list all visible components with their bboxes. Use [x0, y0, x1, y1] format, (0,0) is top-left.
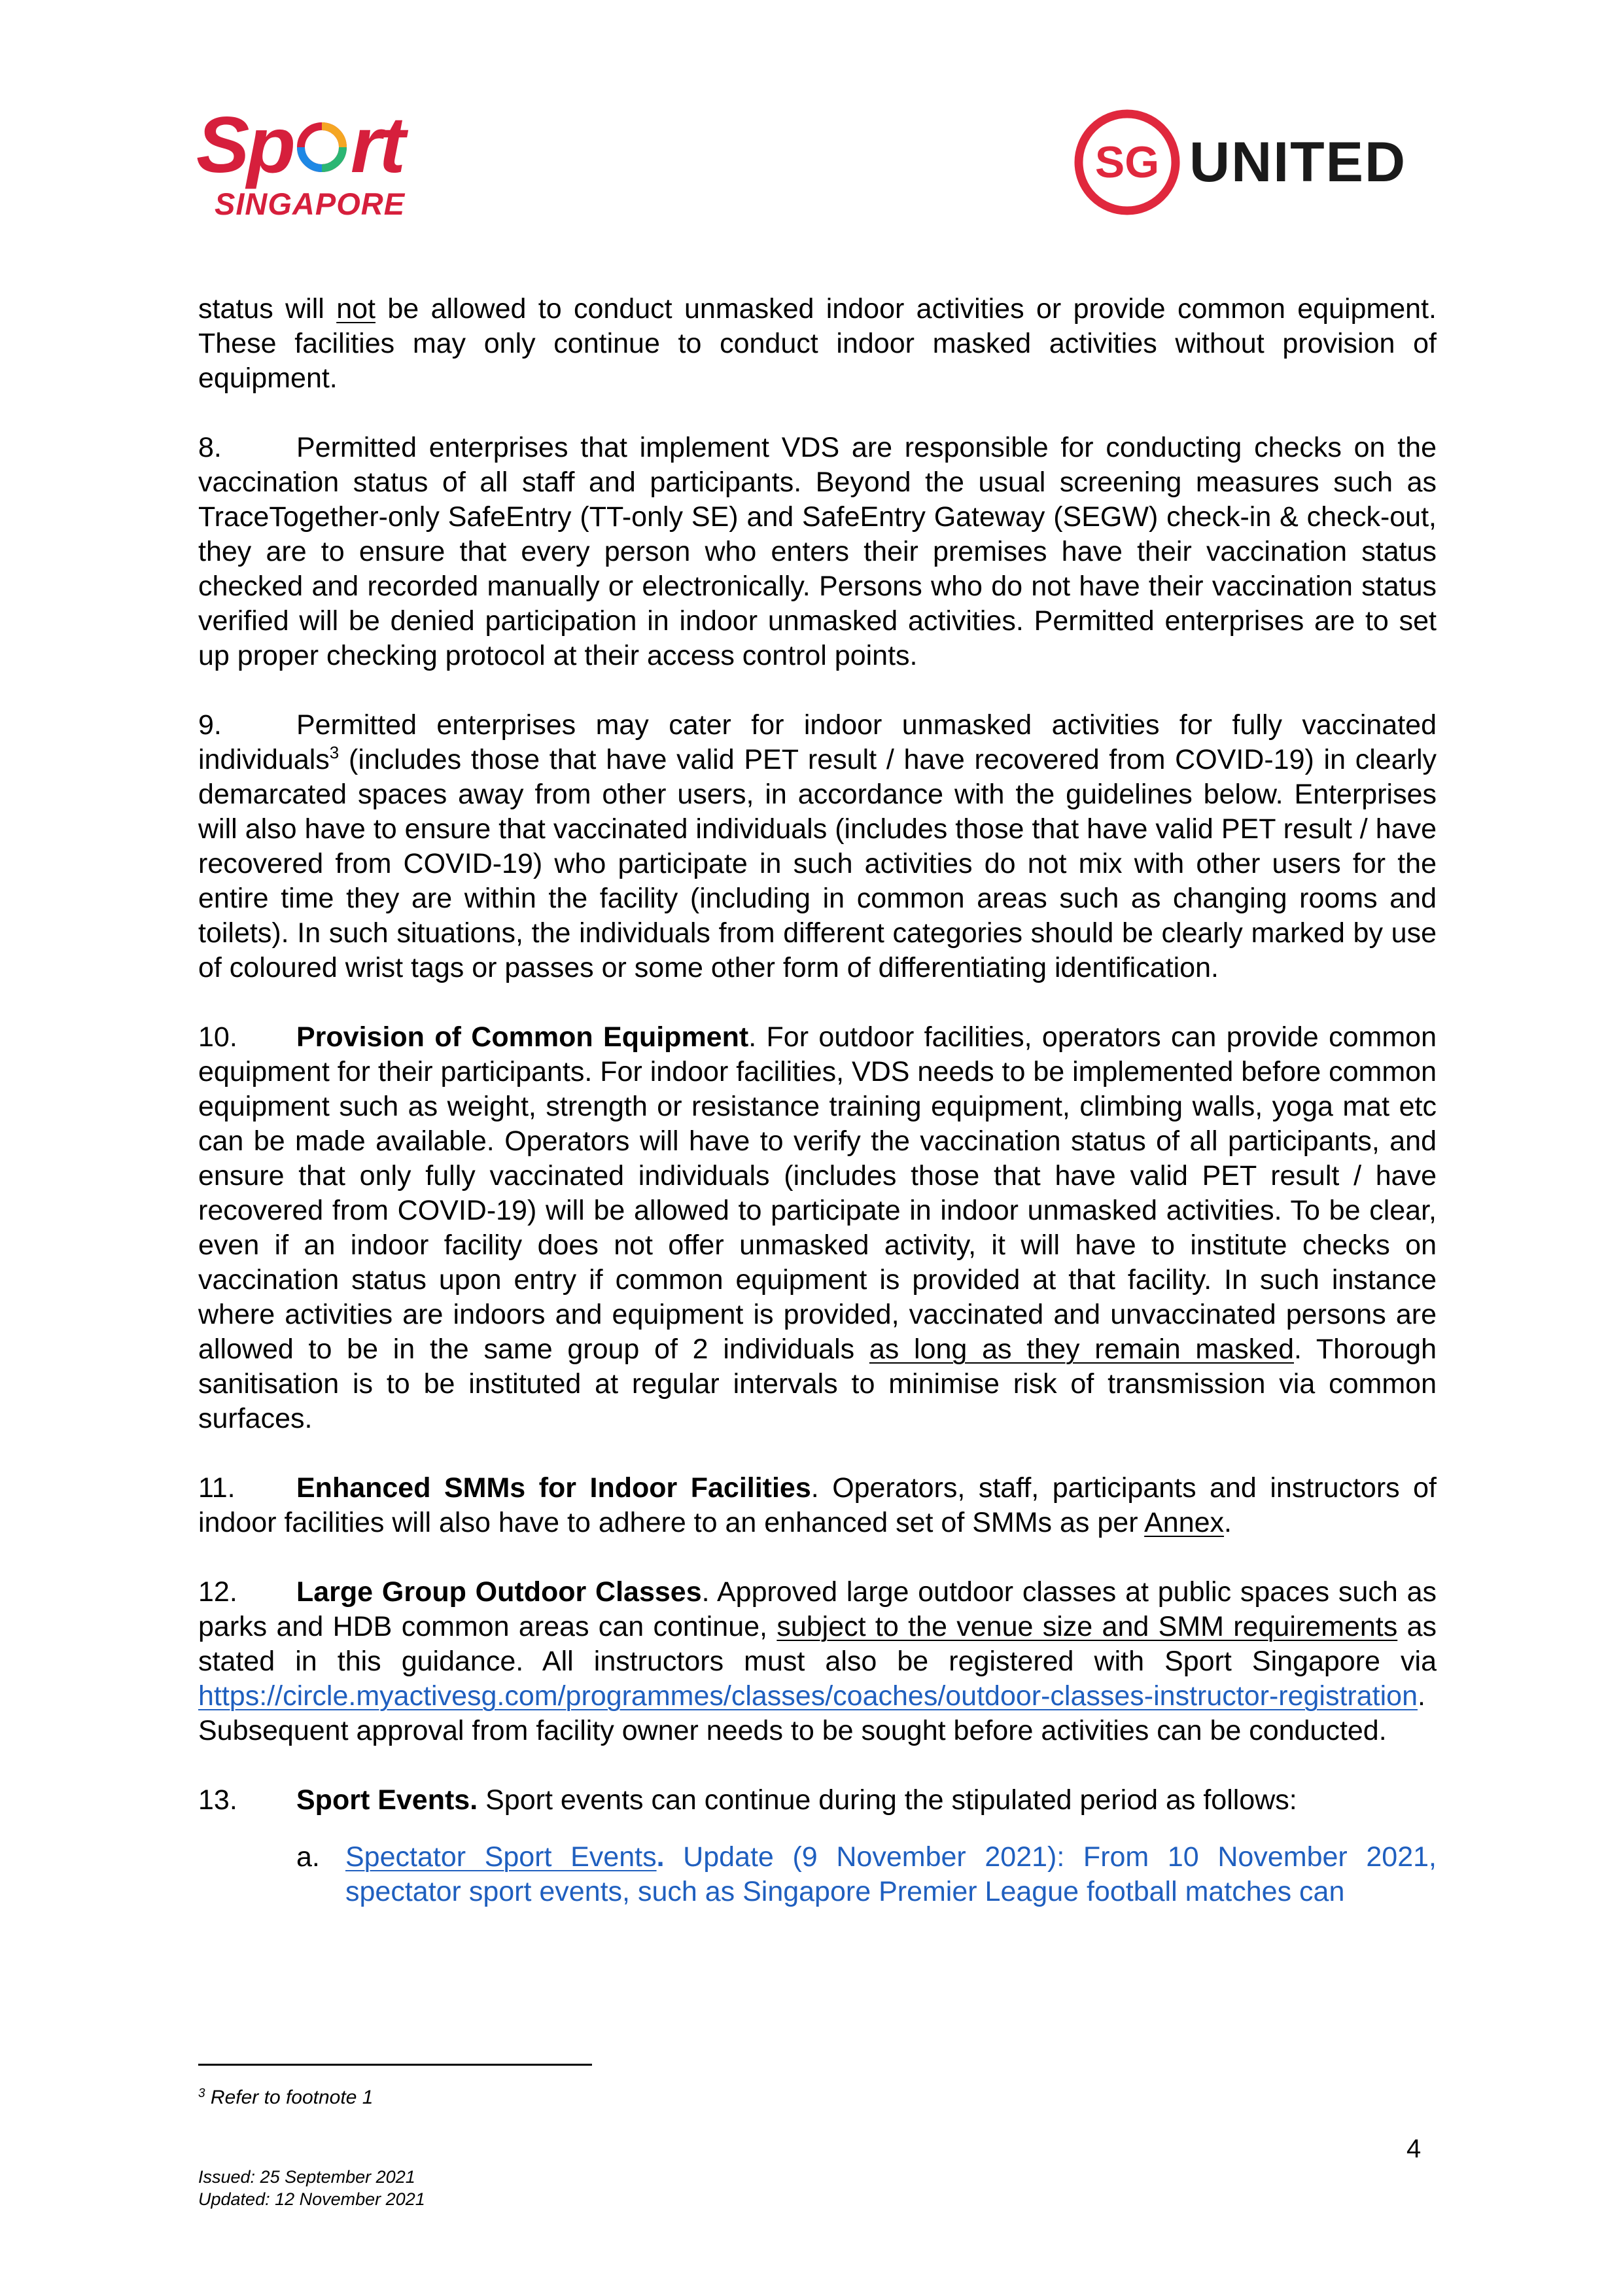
- paragraph-13a: a. Spectator Sport Events. Update (9 November 2021): From 10 November 2021, spectator sport events, such as Singapore Premier League football matches can: [296, 1841, 1437, 1907]
- paragraph-9: 9. Permitted enterprises may cater for indoor unmasked activities for fully vaccinated individuals$^3$ (includes those that have valid PET result / have recovered from COVID-19) in clearly demarcated spaces away from other users, in accordance with the guidelines below. Enterprises will also have to ensure that vaccinated individuals (includes those that have valid PET result / have recovered from COVID-19) who participate in such activities do not mix with other users for the entire time they are within the facility (including in common areas such as changing rooms and toilets). In such situations, the individuals from different categories should be clearly marked by use of coloured wrist tags or passes or some other form of differentiating identification.: [198, 709, 1437, 983]
- svg-text:SG: SG: [1094, 137, 1160, 187]
- paragraph-heading: Enhanced SMMs for Indoor Facilities: [296, 1472, 811, 1504]
- sg-circle-icon: [1073, 108, 1181, 217]
- paragraph-number: 12.: [198, 1576, 237, 1608]
- sport-logo-ring-icon: [294, 120, 349, 175]
- paragraph-heading: Provision of Common Equipment: [296, 1021, 749, 1053]
- sport-singapore-logo: Sp rt SINGAPORE: [196, 100, 406, 221]
- paragraph-heading: Large Group Outdoor Classes: [296, 1576, 702, 1608]
- paragraph-7-continued: status will not be allowed to conduct unmasked indoor activities or provide common equipment. These facilities may only continue to conduct indoor masked activities without provision of equipment.: [198, 293, 1437, 394]
- paragraph-number: 9.: [198, 709, 222, 741]
- paragraph-number: 8.: [198, 432, 222, 463]
- issue-dates: [198, 2166, 425, 2210]
- spectator-sport-events-link[interactable]: Spectator Sport Events: [345, 1841, 657, 1873]
- annex-link[interactable]: Annex: [1144, 1507, 1225, 1538]
- paragraph-8: 8. Permitted enterprises that implement VDS are responsible for conducting checks on the vaccination status of all staff and participants. Beyond the usual screening measures such as TraceTogether-only SafeEntry (TT-only SE) and SafeEntry Gateway (SEGW) check-in & check-out, they are to ensure that every person who enters their premises have their vaccination status checked and recorded manually or electronically. Persons who do not have their vaccination status verified will be denied participation in indoor unmasked activities. Permitted enterprises are to set up proper checking protocol at their access control points.: [198, 432, 1437, 671]
- paragraph-number: 11.: [198, 1472, 236, 1504]
- sg-united-word: UNITED: [1189, 131, 1407, 194]
- paragraph-heading: Sport Events.: [296, 1784, 478, 1816]
- issued-date: Issued: 25 September 2021: [198, 2167, 415, 2187]
- updated-date: Updated: 12 November 2021: [198, 2189, 425, 2209]
- paragraph-12: 12. Large Group Outdoor Classes. Approved large outdoor classes at public spaces such as parks and HDB common areas can continue, subject to the venue size and SMM requirements as stated in this guidance. All instructors must also be registered with Sport Singapore via https://circle.myactivesg.com/programmes/classes/coaches/outdoor-classes-instructor-registration. Subsequent approval from facility owner needs to be sought before activities can be conducted.: [198, 1576, 1437, 1746]
- footnote: $^3$ Refer to footnote 1: [198, 2087, 374, 2108]
- paragraph-11: 11. Enhanced SMMs for Indoor Facilities. Operators, staff, participants and instructors of indoor facilities will also have to adhere to an enhanced set of SMMs as per Annex.: [198, 1472, 1437, 1538]
- document-body: [198, 292, 1437, 1944]
- footnote-divider: [198, 2064, 592, 2066]
- paragraph-13: 13. Sport Events. Sport events can continue during the stipulated period as follows:: [198, 1783, 1437, 1818]
- paragraph-number: 13.: [198, 1784, 237, 1816]
- page-number: 4: [1406, 2134, 1422, 2163]
- instructor-registration-link[interactable]: https://circle.myactivesg.com/programmes/classes/coaches/outdoor-classes-instructor-registration: [198, 1680, 1418, 1712]
- paragraph-number: 10.: [198, 1021, 237, 1053]
- sport-logo-subtitle: SINGAPORE: [215, 186, 406, 221]
- sg-united-logo: [1073, 108, 1439, 219]
- sub-item-letter: a.: [296, 1841, 320, 1873]
- paragraph-10: 10. Provision of Common Equipment. For outdoor facilities, operators can provide common equipment for their participants. For indoor facilities, VDS needs to be implemented before common equipment such as weight, strength or resistance training equipment, climbing walls, yoga mat etc can be made available. Operators will have to verify the vaccination status of all participants, and ensure that only fully vaccinated individuals (includes those that have valid PET result / have recovered from COVID-19) will be allowed to participate in indoor unmasked activities. To be clear, even if an indoor facility does not offer unmasked activity, it will have to institute checks on vaccination status upon entry if common equipment is provided at that facility. In such instance where activities are indoors and equipment is provided, vaccinated and unvaccinated persons are allowed to be in the same group of 2 individuals as long as they remain masked. Thorough sanitisation is to be instituted at regular intervals to minimise risk of transmission via common surfaces.: [198, 1021, 1437, 1434]
- footnote-ref[interactable]: 3: [329, 743, 340, 762]
